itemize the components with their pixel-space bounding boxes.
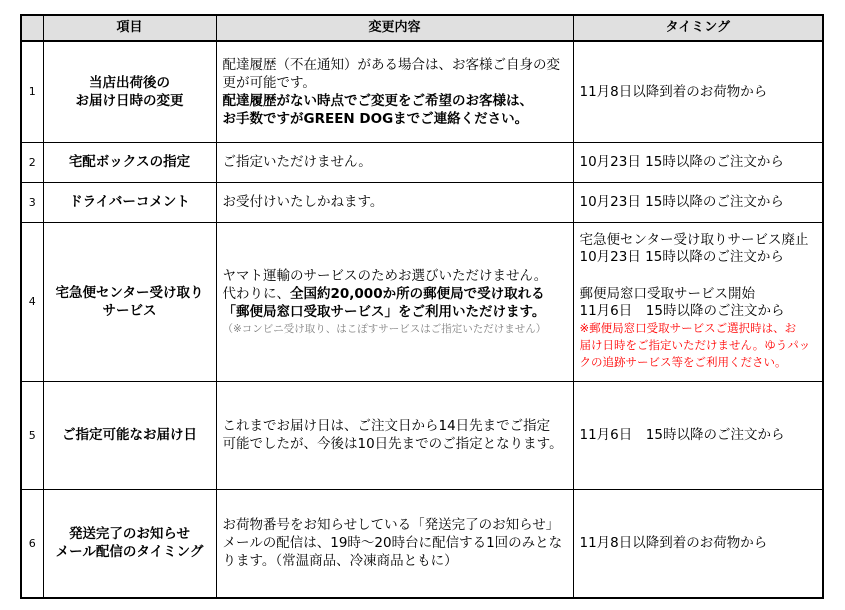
timing-warning-line: ※郵便局窓口受取サービスご選択時は、お xyxy=(579,321,797,335)
change-line-lead: 代わりに、 xyxy=(222,285,290,302)
change-line: 配達履歴（不在通知）がある場合は、お客様ご自身の変 xyxy=(222,56,560,73)
table-row xyxy=(21,381,823,489)
timing-line: 11月6日 15時以降のご注文から xyxy=(579,427,785,443)
item-line: ご指定可能なお届け日 xyxy=(62,427,197,443)
item-cell xyxy=(43,222,216,381)
timing-cell xyxy=(573,41,823,142)
service-change-table xyxy=(20,14,824,599)
item-line: 宅配ボックスの指定 xyxy=(68,154,191,170)
item-line: 当店出荷後の xyxy=(89,74,170,91)
table-row xyxy=(21,182,823,222)
change-cell xyxy=(216,381,573,489)
timing-cell xyxy=(573,381,823,489)
row-number: 3 xyxy=(21,182,43,222)
table-row xyxy=(21,489,823,598)
item-line: お届け日時の変更 xyxy=(75,92,184,109)
row-number: 2 xyxy=(21,142,43,182)
item-cell xyxy=(43,142,216,182)
table-row xyxy=(21,142,823,182)
table-row xyxy=(21,222,823,381)
header-item: 項目 xyxy=(43,15,216,41)
header-change: 変更内容 xyxy=(216,15,573,41)
change-line: ご指定いただけません。 xyxy=(222,154,372,170)
item-line: 発送完了のお知らせ xyxy=(68,526,191,543)
timing-cell xyxy=(573,142,823,182)
timing-warning-line: 届け日時をご指定いただけません。ゆうパッ xyxy=(579,338,811,352)
timing-warning-line: クの追跡サービス等をご利用ください。 xyxy=(579,355,787,369)
item-line: サービス xyxy=(102,302,157,319)
item-line: 宅急便センター受け取り xyxy=(55,284,204,301)
change-line: 更が可能です。 xyxy=(222,74,316,91)
change-note: （※コンビニ受け取り、はこぽすサービスはご指定いただけません） xyxy=(222,322,547,335)
change-line: これまでお届け日は、ご注文日から14日先までご指定 xyxy=(222,418,551,434)
timing-cell xyxy=(573,182,823,222)
timing-cell xyxy=(573,222,823,381)
table-row xyxy=(21,41,823,142)
timing-discontinued-title: 宅急便センター受け取りサービス廃止 xyxy=(579,232,809,248)
timing-line: 10月23日 15時以降のご注文から xyxy=(579,154,784,170)
change-cell xyxy=(216,142,573,182)
header-number-cell xyxy=(21,15,43,41)
change-cell xyxy=(216,182,573,222)
change-line: ヤマト運輸のサービスのためお選びいただけません。 xyxy=(222,267,548,284)
item-cell xyxy=(43,182,216,222)
timing-line: 11月8日以降到着のお荷物から xyxy=(579,83,768,100)
change-line: お受付けいたしかねます。 xyxy=(222,194,384,210)
item-cell xyxy=(43,489,216,598)
timing-line: 10月23日 15時以降のご注文から xyxy=(579,194,784,210)
timing-discontinued-date: 10月23日 15時以降のご注文から xyxy=(579,249,784,265)
change-line-bold: 「郵便局窓口受取サービス」をご利用いただけます。 xyxy=(222,303,546,320)
change-line-bold: お手数ですがGREEN DOGまでご連絡ください。 xyxy=(222,110,529,127)
timing-line: 11月8日以降到着のお荷物から xyxy=(579,535,768,552)
row-number: 6 xyxy=(21,489,43,598)
header-timing: タイミング xyxy=(573,15,823,41)
item-line: ドライバーコメント xyxy=(69,194,190,210)
change-line-bold: 全国約20,000か所の郵便局で受け取れる xyxy=(290,285,545,302)
change-line-bold: 配達履歴がない時点でご変更をご希望のお客様は、 xyxy=(222,92,533,109)
timing-started-date: 11月6日 15時以降のご注文から xyxy=(579,303,785,319)
timing-cell xyxy=(573,489,823,598)
timing-started-title: 郵便局窓口受取サービス開始 xyxy=(579,286,755,302)
item-line: メール配信のタイミング xyxy=(55,544,204,561)
item-cell xyxy=(43,381,216,489)
change-cell xyxy=(216,41,573,142)
header-row xyxy=(21,15,823,41)
row-number: 5 xyxy=(21,381,43,489)
change-cell xyxy=(216,222,573,381)
row-number: 4 xyxy=(21,222,43,381)
change-line: 可能でしたが、今後は10日先までのご指定となります。 xyxy=(222,436,563,452)
change-line: メールの配信は、19時～20時台に配信する1回のみとな xyxy=(222,535,563,552)
change-line: お荷物番号をお知らせしている「発送完了のお知らせ」 xyxy=(222,517,560,534)
change-cell xyxy=(216,489,573,598)
change-line: ります。（常温商品、冷凍商品ともに） xyxy=(222,553,458,570)
timing-spacer xyxy=(580,266,817,286)
item-cell xyxy=(43,41,216,142)
change-line-mixed xyxy=(223,285,567,303)
row-number: 1 xyxy=(21,41,43,142)
